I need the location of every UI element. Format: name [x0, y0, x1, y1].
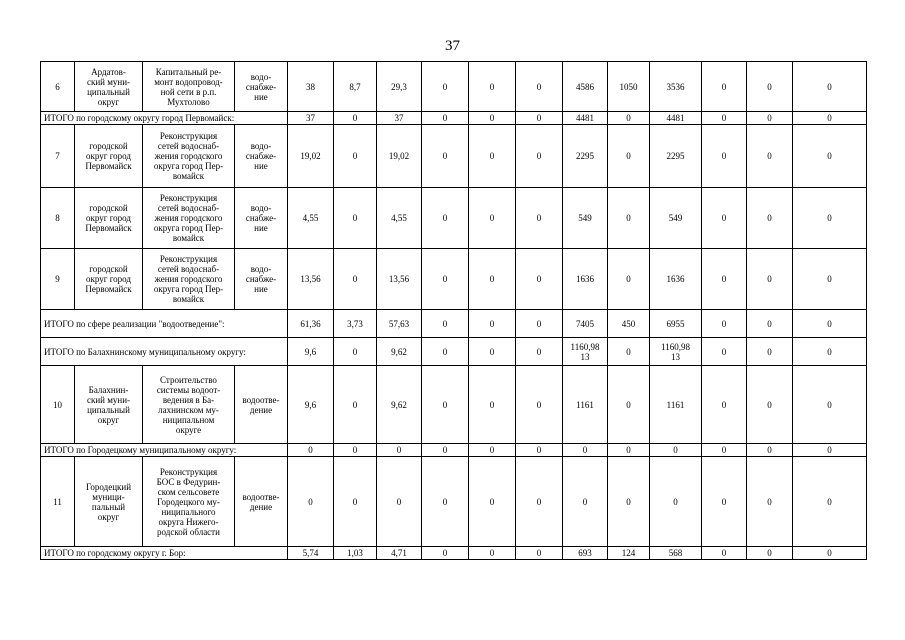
project-cell: Капитальный ре- монт водопровод- ной сети в р.п. Мухтолово	[143, 62, 235, 112]
value-cell: 0	[563, 457, 608, 547]
value-cell: 3,73	[334, 310, 377, 338]
value-cell: 1,03	[334, 547, 377, 560]
value-cell: 1636	[650, 249, 702, 310]
municipality-cell: Ардатов- ский муни- ципальный округ	[75, 62, 143, 112]
value-cell: 0	[608, 112, 650, 125]
investment-program-table	[40, 61, 867, 560]
total-label-cell: ИТОГО по Балахнинскому муниципальному округу:	[41, 338, 288, 366]
value-cell: 0	[793, 249, 867, 310]
value-cell: 6955	[650, 310, 702, 338]
value-cell: 0	[747, 125, 793, 188]
sphere-cell: водоотве- дение	[235, 366, 288, 444]
value-cell: 9,62	[377, 338, 422, 366]
value-cell: 0	[422, 457, 469, 547]
value-cell: 568	[650, 547, 702, 560]
table-row	[41, 125, 867, 188]
total-label-cell: ИТОГО по городскому округу город Первомайск:	[41, 112, 288, 125]
value-cell: 0	[516, 310, 563, 338]
value-cell: 0	[702, 188, 747, 249]
value-cell: 1160,98 13	[563, 338, 608, 366]
value-cell: 4586	[563, 62, 608, 112]
value-cell: 0	[608, 457, 650, 547]
value-cell: 0	[747, 366, 793, 444]
value-cell: 0	[516, 366, 563, 444]
value-cell: 0	[702, 249, 747, 310]
value-cell: 0	[608, 188, 650, 249]
value-cell: 0	[422, 249, 469, 310]
value-cell: 0	[702, 457, 747, 547]
value-cell: 0	[702, 547, 747, 560]
total-row	[41, 338, 867, 366]
value-cell: 0	[747, 249, 793, 310]
value-cell: 0	[334, 112, 377, 125]
sphere-cell: водо- снабже- ние	[235, 125, 288, 188]
value-cell: 0	[608, 338, 650, 366]
project-cell: Реконструкция сетей водоснаб- жения городского округа город Пер- вомайск	[143, 249, 235, 310]
value-cell: 0	[793, 310, 867, 338]
value-cell: 124	[608, 547, 650, 560]
value-cell: 0	[747, 444, 793, 457]
municipality-cell: городской округ город Первомайск	[75, 125, 143, 188]
value-cell: 1161	[650, 366, 702, 444]
table-row	[41, 457, 867, 547]
value-cell: 0	[516, 62, 563, 112]
value-cell: 0	[288, 444, 334, 457]
value-cell: 450	[608, 310, 650, 338]
value-cell: 0	[702, 62, 747, 112]
value-cell: 0	[793, 338, 867, 366]
value-cell: 0	[422, 188, 469, 249]
value-cell: 0	[422, 62, 469, 112]
value-cell: 4,71	[377, 547, 422, 560]
value-cell: 0	[516, 125, 563, 188]
row-number-cell: 9	[41, 249, 75, 310]
value-cell: 1050	[608, 62, 650, 112]
value-cell: 37	[288, 112, 334, 125]
value-cell: 38	[288, 62, 334, 112]
value-cell: 0	[422, 310, 469, 338]
value-cell: 0	[516, 457, 563, 547]
value-cell: 0	[650, 444, 702, 457]
value-cell: 1161	[563, 366, 608, 444]
value-cell: 0	[422, 366, 469, 444]
value-cell: 0	[377, 444, 422, 457]
value-cell: 0	[469, 338, 516, 366]
total-label-cell: ИТОГО по сфере реализации "водоотведение":	[41, 310, 288, 338]
value-cell: 0	[747, 547, 793, 560]
value-cell: 3536	[650, 62, 702, 112]
value-cell: 0	[469, 310, 516, 338]
value-cell: 0	[608, 444, 650, 457]
value-cell: 2295	[650, 125, 702, 188]
value-cell: 0	[702, 366, 747, 444]
value-cell: 19,02	[288, 125, 334, 188]
value-cell: 1636	[563, 249, 608, 310]
value-cell: 0	[334, 457, 377, 547]
value-cell: 4,55	[377, 188, 422, 249]
row-number-cell: 7	[41, 125, 75, 188]
total-row	[41, 444, 867, 457]
municipality-cell: Балахнин- ский муни- ципальный округ	[75, 366, 143, 444]
value-cell: 9,6	[288, 338, 334, 366]
value-cell: 0	[288, 457, 334, 547]
value-cell: 0	[334, 444, 377, 457]
value-cell: 19,02	[377, 125, 422, 188]
value-cell: 9,6	[288, 366, 334, 444]
municipality-cell: городской округ город Первомайск	[75, 249, 143, 310]
value-cell: 0	[650, 457, 702, 547]
value-cell: 0	[334, 125, 377, 188]
project-cell: Реконструкция сетей водоснаб- жения городского округа город Пер- вомайск	[143, 188, 235, 249]
value-cell: 0	[469, 112, 516, 125]
total-label-cell: ИТОГО по Городецкому муниципальному округу:	[41, 444, 288, 457]
table-row	[41, 188, 867, 249]
value-cell: 549	[650, 188, 702, 249]
project-cell: Реконструкция БОС в Федурин- ском сельсовете Городецкого му- ниципального округа Нижего- родской области	[143, 457, 235, 547]
value-cell: 0	[747, 457, 793, 547]
value-cell: 0	[516, 188, 563, 249]
value-cell: 0	[702, 338, 747, 366]
value-cell: 0	[469, 125, 516, 188]
value-cell: 0	[469, 444, 516, 457]
value-cell: 0	[469, 249, 516, 310]
value-cell: 0	[334, 366, 377, 444]
value-cell: 0	[516, 249, 563, 310]
table-row	[41, 249, 867, 310]
row-number-cell: 6	[41, 62, 75, 112]
value-cell: 0	[747, 310, 793, 338]
table-row	[41, 366, 867, 444]
project-cell: Реконструкция сетей водоснаб- жения городского округа город Пер- вомайск	[143, 125, 235, 188]
value-cell: 0	[422, 112, 469, 125]
value-cell: 0	[747, 62, 793, 112]
value-cell: 61,36	[288, 310, 334, 338]
value-cell: 13,56	[288, 249, 334, 310]
sphere-cell: водоотве- дение	[235, 457, 288, 547]
project-cell: Строительство системы водоот- ведения в Ба- лахнинском му- ниципальном округе	[143, 366, 235, 444]
value-cell: 0	[516, 112, 563, 125]
value-cell: 9,62	[377, 366, 422, 444]
municipality-cell: городской округ город Первомайск	[75, 188, 143, 249]
value-cell: 0	[563, 444, 608, 457]
row-number-cell: 8	[41, 188, 75, 249]
value-cell: 0	[422, 444, 469, 457]
value-cell: 1160,98 13	[650, 338, 702, 366]
value-cell: 0	[422, 338, 469, 366]
total-row	[41, 310, 867, 338]
value-cell: 0	[469, 188, 516, 249]
table-row	[41, 62, 867, 112]
value-cell: 0	[702, 310, 747, 338]
value-cell: 2295	[563, 125, 608, 188]
value-cell: 7405	[563, 310, 608, 338]
sphere-cell: водо- снабже- ние	[235, 62, 288, 112]
page-number: 37	[445, 38, 460, 54]
total-label-cell: ИТОГО по городскому округу г. Бор:	[41, 547, 288, 560]
value-cell: 37	[377, 112, 422, 125]
value-cell: 0	[334, 338, 377, 366]
value-cell: 4481	[650, 112, 702, 125]
municipality-cell: Городецкий муници- пальный округ	[75, 457, 143, 547]
value-cell: 0	[793, 547, 867, 560]
value-cell: 0	[608, 125, 650, 188]
sphere-cell: водо- снабже- ние	[235, 188, 288, 249]
value-cell: 0	[469, 457, 516, 547]
value-cell: 0	[516, 547, 563, 560]
value-cell: 0	[793, 188, 867, 249]
value-cell: 0	[469, 62, 516, 112]
value-cell: 0	[793, 125, 867, 188]
value-cell: 0	[793, 366, 867, 444]
value-cell: 0	[469, 366, 516, 444]
value-cell: 693	[563, 547, 608, 560]
value-cell: 0	[702, 444, 747, 457]
value-cell: 0	[793, 457, 867, 547]
value-cell: 0	[608, 366, 650, 444]
value-cell: 0	[422, 547, 469, 560]
value-cell: 0	[516, 338, 563, 366]
value-cell: 0	[469, 547, 516, 560]
value-cell: 0	[334, 249, 377, 310]
value-cell: 0	[793, 444, 867, 457]
value-cell: 57,63	[377, 310, 422, 338]
value-cell: 13,56	[377, 249, 422, 310]
value-cell: 0	[747, 188, 793, 249]
sphere-cell: водо- снабже- ние	[235, 249, 288, 310]
table-body	[41, 62, 867, 560]
total-row	[41, 112, 867, 125]
value-cell: 5,74	[288, 547, 334, 560]
row-number-cell: 10	[41, 366, 75, 444]
value-cell: 0	[747, 338, 793, 366]
value-cell: 0	[334, 188, 377, 249]
value-cell: 0	[377, 457, 422, 547]
value-cell: 0	[793, 62, 867, 112]
row-number-cell: 11	[41, 457, 75, 547]
value-cell: 4,55	[288, 188, 334, 249]
value-cell: 0	[608, 249, 650, 310]
value-cell: 8,7	[334, 62, 377, 112]
value-cell: 0	[516, 444, 563, 457]
value-cell: 0	[422, 125, 469, 188]
value-cell: 0	[702, 112, 747, 125]
value-cell: 29,3	[377, 62, 422, 112]
value-cell: 549	[563, 188, 608, 249]
value-cell: 0	[747, 112, 793, 125]
value-cell: 0	[702, 125, 747, 188]
total-row	[41, 547, 867, 560]
value-cell: 4481	[563, 112, 608, 125]
value-cell: 0	[793, 112, 867, 125]
